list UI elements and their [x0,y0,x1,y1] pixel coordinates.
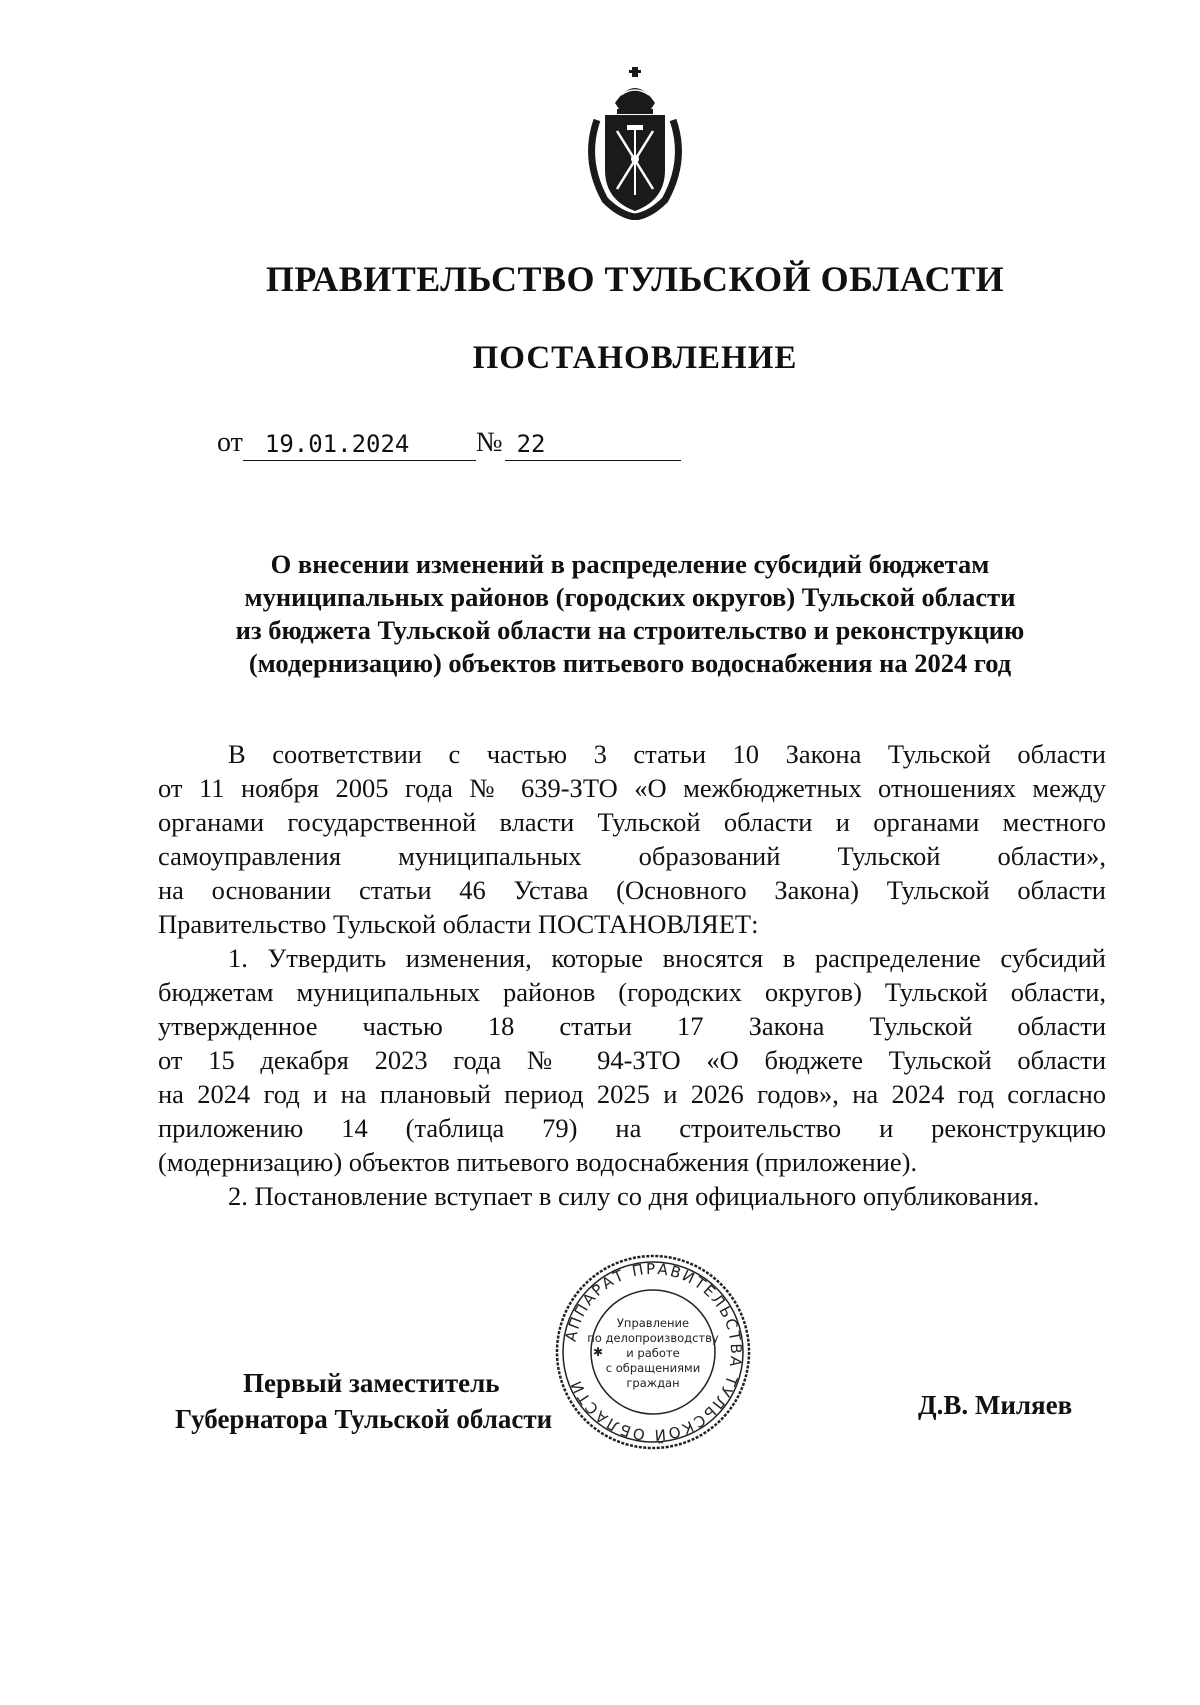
organization-title: ПРАВИТЕЛЬСТВО ТУЛЬСКОЙ ОБЛАСТИ [265,259,1005,299]
subject-line: из бюджета Тульской области на строительство и реконструкцию [235,615,1025,645]
document-subject [195,548,1065,680]
coat-of-arms-emblem [575,65,695,220]
stamp-center-line: по делопроизводству [587,1331,719,1345]
item-1-line: приложению 14 (таблица 79) на строительство и реконструкцию [158,1113,1106,1143]
stamp-center-line: и работе [626,1346,680,1360]
signatory-position-line: Губернатора Тульской области [175,1404,553,1434]
date-number-line [217,428,681,461]
item-1-line: на 2024 год и на плановый период 2025 и 2026 годов», на 2024 год согласно [158,1079,1106,1109]
document-number: 22 [505,431,681,460]
item-1-line: утвержденное частью 18 статьи 17 Закона Тульской области [158,1011,1106,1041]
document-type-title: ПОСТАНОВЛЕНИЕ [472,340,798,376]
date-label: от [217,427,243,458]
stamp-center-line: Управление [616,1316,690,1330]
item-2-line: 2. Постановление вступает в силу со дня официального опубликования. [228,1181,1040,1211]
preamble-line: самоуправления муниципальных образований Тульской области», [158,841,1106,871]
document-date: 19.01.2024 [243,431,476,460]
signatory-position-line: Первый заместитель [243,1368,500,1398]
signatory-name: Д.В. Миляев [918,1390,1073,1420]
preamble-line: Правительство Тульской области ПОСТАНОВЛЯЕТ: [158,909,759,939]
preamble-line: органами государственной власти Тульской области и органами местного [158,807,1106,837]
preamble-line: на основании статьи 46 Устава (Основного Закона) Тульской области [158,875,1106,905]
preamble-line: от 11 ноября 2005 года № 639-ЗТО «О межбюджетных отношениях между [158,773,1106,803]
subject-line: О внесении изменений в распределение субсидий бюджетам [270,549,990,579]
item-1-line: 1. Утвердить изменения, которые вносятся в распределение субсидий [228,943,1106,973]
subject-line: (модернизацию) объектов питьевого водоснабжения на 2024 год [248,648,1012,678]
stamp-center-line: граждан [626,1376,680,1390]
stamp-ring-text: АППАРАТ ПРАВИТЕЛЬСТВА ТУЛЬСКОЙ ОБЛАСТИ [561,1259,746,1445]
stamp-star-icon: ✱ [593,1345,604,1359]
number-label: № [475,427,503,458]
document-body [158,737,1106,1213]
stamp-center-line: с обращениями [605,1361,701,1375]
item-1-line: (модернизацию) объектов питьевого водоснабжения (приложение). [158,1147,918,1177]
preamble-line: В соответствии с частью 3 статьи 10 Закона Тульской области [228,739,1106,769]
signatory-position [175,1365,595,1437]
item-1-line: бюджетам муниципальных районов (городских округов) Тульской области, [158,977,1106,1007]
item-1-line: от 15 декабря 2023 года № 94-ЗТО «О бюджете Тульской области [158,1045,1106,1075]
subject-line: муниципальных районов (городских округов) Тульской области [244,582,1016,612]
